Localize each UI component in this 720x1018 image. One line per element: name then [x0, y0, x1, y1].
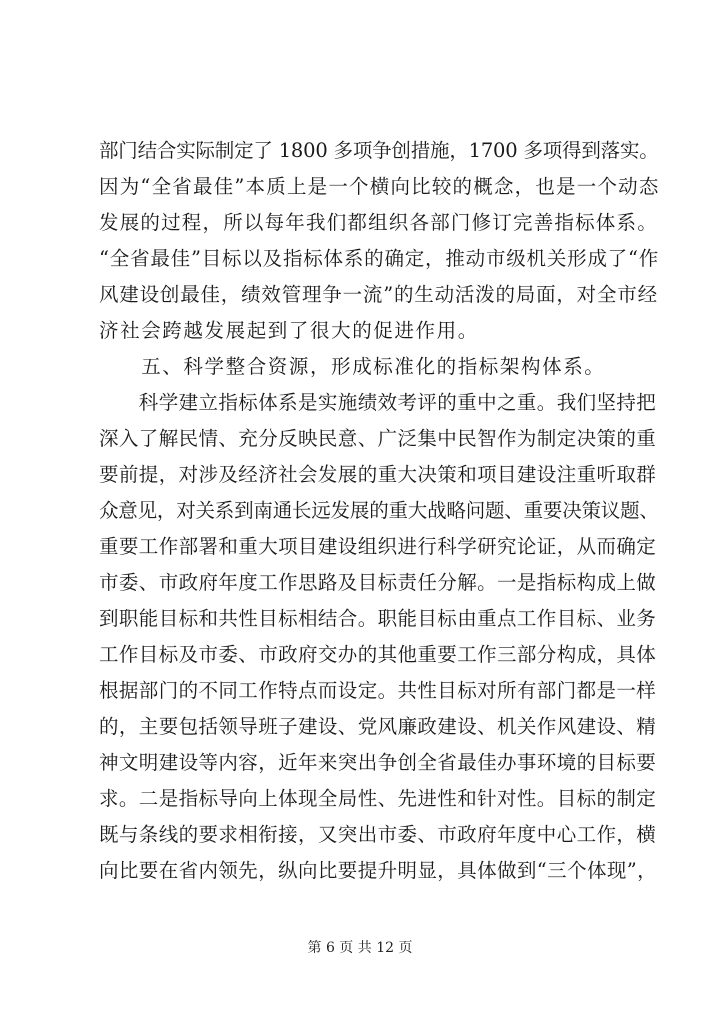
text-line: 济社会跨越发展起到了很大的促进作用。: [99, 319, 479, 342]
text-line: 根据部门的不同工作特点而设定。共性目标对所有部门都是一样: [99, 679, 657, 702]
text-line: 的，主要包括领导班子建设、党风廉政建设、机关作风建设、精: [99, 715, 657, 738]
page-number-footer: 第 6 页 共 12 页: [307, 940, 413, 956]
text-line: 深入了解民情、充分反映民意、广泛集中民智作为制定决策的重: [99, 427, 657, 450]
text-line: 工作目标及市委、市政府交办的其他重要工作三部分构成，具体: [99, 643, 657, 666]
text-line: 市委、市政府年度工作思路及目标责任分解。一是指标构成上做: [99, 571, 657, 594]
text-line: 要前提，对涉及经济社会发展的重大决策和项目建设注重听取群: [99, 463, 657, 486]
text-line: 求。二是指标导向上体现全局性、先进性和针对性。目标的制定: [99, 787, 657, 810]
text-line: 发展的过程，所以每年我们都组织各部门修订完善指标体系。: [99, 211, 658, 234]
text-line: “全省最佳”目标以及指标体系的确定，推动市级机关形成了“作: [99, 247, 660, 270]
text-line: 风建设创最佳，绩效管理争一流”的生动活泼的局面，对全市经: [99, 283, 658, 306]
text-line: 既与条线的要求相衔接，又突出市委、市政府年度中心工作，横: [99, 823, 657, 846]
section-heading: 五、科学整合资源，形成标准化的指标架构体系。: [99, 355, 606, 378]
text-line: 到职能目标和共性目标相结合。职能目标由重点工作目标、业务: [99, 607, 657, 630]
text-line: 众意见，对关系到南通长远发展的重大战略问题、重要决策议题、: [99, 499, 659, 522]
text-line: 向比要在省内领先，纵向比要提升明显，具体做到“三个体现”，: [99, 859, 658, 882]
text-line: 神文明建设等内容，近年来突出争创全省最佳办事环境的目标要: [99, 751, 657, 774]
text-line: 重要工作部署和重大项目建设组织进行科学研究论证，从而确定: [99, 535, 657, 558]
text-line: 部门结合实际制定了 1800 多项争创措施，1700 多项得到落实。: [99, 139, 659, 162]
text-line: 科学建立指标体系是实施绩效考评的重中之重。我们坚持把: [99, 391, 657, 414]
text-line: 因为“全省最佳”本质上是一个横向比较的概念，也是一个动态: [99, 175, 660, 198]
